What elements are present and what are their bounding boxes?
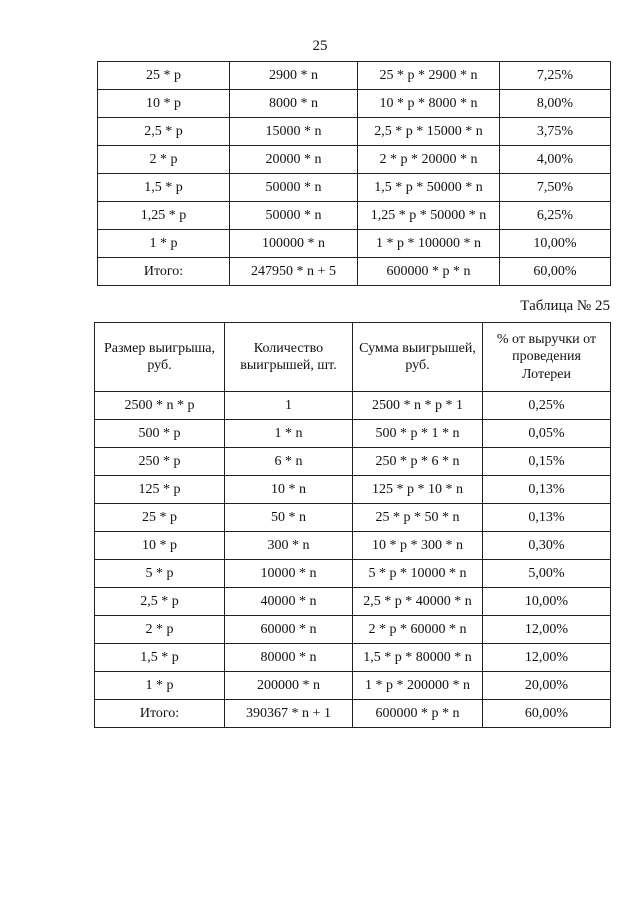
table-row	[95, 644, 611, 672]
total-percent-cell: 60,00%	[483, 700, 611, 728]
table-row	[95, 504, 611, 532]
prize-size-cell: 125 * p	[95, 476, 225, 504]
revenue-percent-cell: 10,00%	[500, 230, 611, 258]
table-row	[98, 62, 611, 90]
prize-sum-cell: 10 * p * 8000 * n	[358, 90, 500, 118]
prize-count-cell: 40000 * n	[225, 588, 353, 616]
header-prize-sum: Сумма выигрышей, руб.	[353, 323, 483, 392]
prize-size-cell: 25 * p	[98, 62, 230, 90]
table-row	[95, 560, 611, 588]
revenue-percent-cell: 10,00%	[483, 588, 611, 616]
table-row	[98, 146, 611, 174]
revenue-percent-cell: 0,13%	[483, 504, 611, 532]
prize-size-cell: 1,5 * p	[98, 174, 230, 202]
prize-size-cell: 250 * p	[95, 448, 225, 476]
prize-table-continued	[97, 61, 611, 286]
prize-count-cell: 80000 * n	[225, 644, 353, 672]
table-row	[95, 672, 611, 700]
prize-count-cell: 50 * n	[225, 504, 353, 532]
total-count-cell: 390367 * n + 1	[225, 700, 353, 728]
total-row	[95, 700, 611, 728]
table-row	[95, 616, 611, 644]
prize-sum-cell: 2 * p * 60000 * n	[353, 616, 483, 644]
prize-sum-cell: 125 * p * 10 * n	[353, 476, 483, 504]
prize-count-cell: 1 * n	[225, 420, 353, 448]
prize-count-cell: 50000 * n	[230, 202, 358, 230]
prize-size-cell: 2,5 * p	[98, 118, 230, 146]
prize-sum-cell: 250 * p * 6 * n	[353, 448, 483, 476]
prize-count-cell: 8000 * n	[230, 90, 358, 118]
revenue-percent-cell: 12,00%	[483, 644, 611, 672]
prize-sum-cell: 1,5 * p * 80000 * n	[353, 644, 483, 672]
revenue-percent-cell: 3,75%	[500, 118, 611, 146]
prize-count-cell: 100000 * n	[230, 230, 358, 258]
prize-size-cell: 2,5 * p	[95, 588, 225, 616]
revenue-percent-cell: 20,00%	[483, 672, 611, 700]
prize-sum-cell: 5 * p * 10000 * n	[353, 560, 483, 588]
prize-size-cell: 1 * p	[98, 230, 230, 258]
revenue-percent-cell: 0,13%	[483, 476, 611, 504]
table-header-row	[95, 323, 611, 392]
revenue-percent-cell: 0,15%	[483, 448, 611, 476]
prize-count-cell: 10000 * n	[225, 560, 353, 588]
prize-sum-cell: 2,5 * p * 40000 * n	[353, 588, 483, 616]
prize-size-cell: 2500 * n * p	[95, 392, 225, 420]
table-row	[98, 174, 611, 202]
prize-sum-cell: 25 * p * 50 * n	[353, 504, 483, 532]
table-row	[98, 230, 611, 258]
revenue-percent-cell: 5,00%	[483, 560, 611, 588]
prize-sum-cell: 2 * p * 20000 * n	[358, 146, 500, 174]
prize-size-cell: 10 * p	[95, 532, 225, 560]
prize-size-cell: 1,25 * p	[98, 202, 230, 230]
total-sum-cell: 600000 * p * n	[358, 258, 500, 286]
prize-sum-cell: 1 * p * 100000 * n	[358, 230, 500, 258]
prize-sum-cell: 1,25 * p * 50000 * n	[358, 202, 500, 230]
table-row	[95, 588, 611, 616]
prize-size-cell: 5 * p	[95, 560, 225, 588]
revenue-percent-cell: 7,25%	[500, 62, 611, 90]
prize-count-cell: 20000 * n	[230, 146, 358, 174]
prize-sum-cell: 25 * p * 2900 * n	[358, 62, 500, 90]
table-row	[98, 90, 611, 118]
total-row	[98, 258, 611, 286]
prize-sum-cell: 1 * p * 200000 * n	[353, 672, 483, 700]
table-row	[95, 532, 611, 560]
table-caption: Таблица № 25	[520, 298, 610, 314]
table-row	[98, 118, 611, 146]
prize-size-cell: 25 * p	[95, 504, 225, 532]
prize-count-cell: 60000 * n	[225, 616, 353, 644]
prize-count-cell: 15000 * n	[230, 118, 358, 146]
prize-sum-cell: 1,5 * p * 50000 * n	[358, 174, 500, 202]
prize-table-25	[94, 322, 611, 728]
table-row	[95, 448, 611, 476]
header-revenue-percent: % от выручки от проведения Лотереи	[483, 323, 611, 392]
prize-size-cell: 500 * p	[95, 420, 225, 448]
total-count-cell: 247950 * n + 5	[230, 258, 358, 286]
prize-sum-cell: 10 * p * 300 * n	[353, 532, 483, 560]
header-prize-count: Количество выигрышей, шт.	[225, 323, 353, 392]
prize-sum-cell: 2500 * n * p * 1	[353, 392, 483, 420]
revenue-percent-cell: 0,05%	[483, 420, 611, 448]
prize-count-cell: 200000 * n	[225, 672, 353, 700]
prize-size-cell: 1 * p	[95, 672, 225, 700]
total-label-cell: Итого:	[95, 700, 225, 728]
prize-count-cell: 1	[225, 392, 353, 420]
total-sum-cell: 600000 * p * n	[353, 700, 483, 728]
revenue-percent-cell: 8,00%	[500, 90, 611, 118]
table-row	[98, 202, 611, 230]
revenue-percent-cell: 12,00%	[483, 616, 611, 644]
prize-count-cell: 50000 * n	[230, 174, 358, 202]
table-row	[95, 476, 611, 504]
prize-size-cell: 2 * p	[95, 616, 225, 644]
prize-count-cell: 10 * n	[225, 476, 353, 504]
prize-size-cell: 1,5 * p	[95, 644, 225, 672]
prize-size-cell: 2 * p	[98, 146, 230, 174]
revenue-percent-cell: 4,00%	[500, 146, 611, 174]
total-label-cell: Итого:	[98, 258, 230, 286]
header-prize-size: Размер выигрыша, руб.	[95, 323, 225, 392]
revenue-percent-cell: 6,25%	[500, 202, 611, 230]
total-percent-cell: 60,00%	[500, 258, 611, 286]
revenue-percent-cell: 7,50%	[500, 174, 611, 202]
table-row	[95, 420, 611, 448]
revenue-percent-cell: 0,25%	[483, 392, 611, 420]
prize-count-cell: 6 * n	[225, 448, 353, 476]
prize-count-cell: 300 * n	[225, 532, 353, 560]
prize-sum-cell: 500 * p * 1 * n	[353, 420, 483, 448]
prize-count-cell: 2900 * n	[230, 62, 358, 90]
prize-size-cell: 10 * p	[98, 90, 230, 118]
table-row	[95, 392, 611, 420]
page-number: 25	[312, 38, 328, 54]
revenue-percent-cell: 0,30%	[483, 532, 611, 560]
prize-sum-cell: 2,5 * p * 15000 * n	[358, 118, 500, 146]
